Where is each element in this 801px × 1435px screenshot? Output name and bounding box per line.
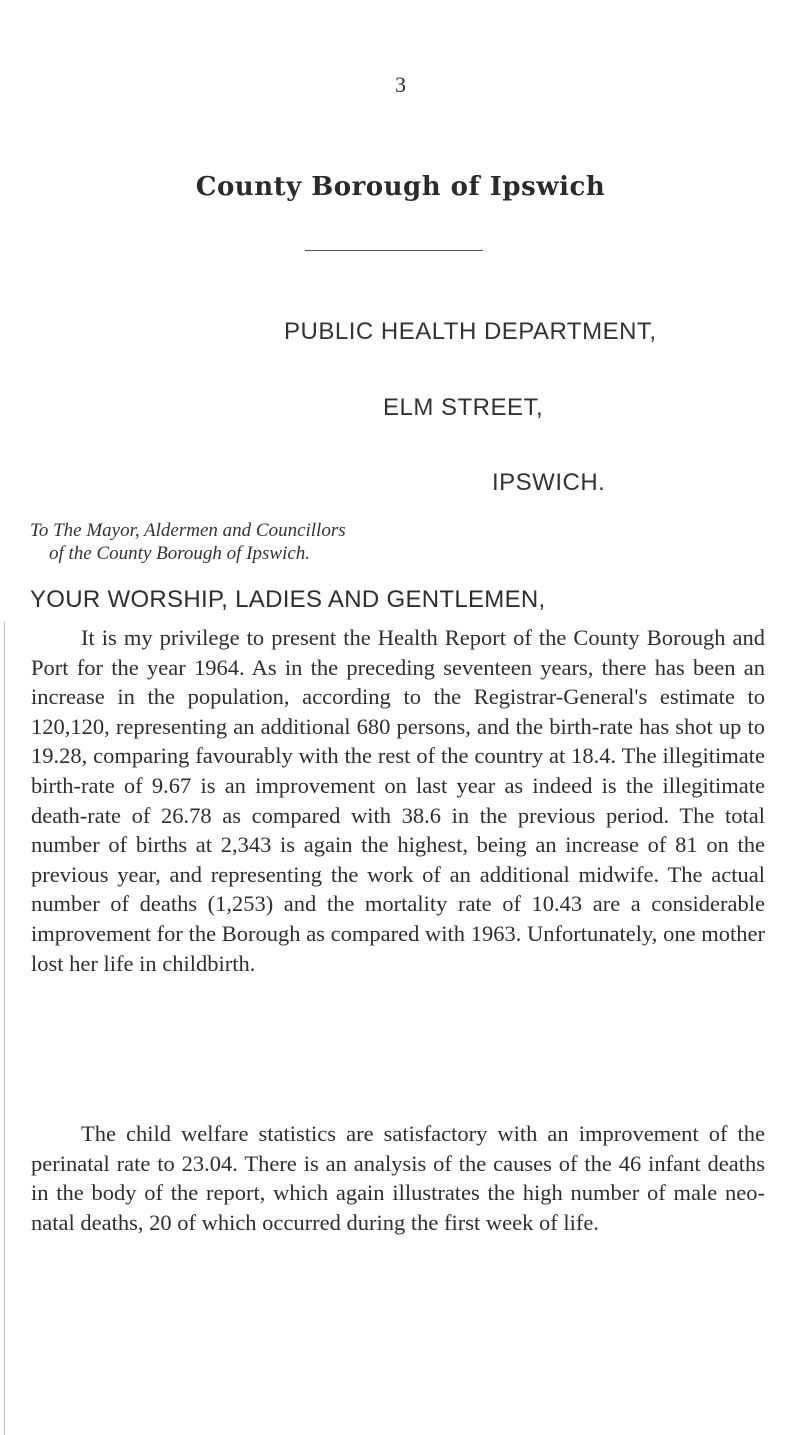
title-divider (305, 250, 483, 251)
body-paragraph-2: The child welfare statistics are satisfactory with an improvement of the perinatal rate to 23.04. There is an analysis of the causes of the 46 infant deaths in the body of the report, which again illustrates the high number of male neo-natal deaths, 20 of which occurred during the first week of life. (31, 1121, 765, 1235)
page-title: County Borough of Ipswich (195, 172, 606, 202)
body-paragraph-1: It is my privilege to present the Health Report of the County Borough and Port for the year 1964. As in the preceding seventeen years, there has been an increase in the population, according to the Registrar-General's estimate to 120,120, representing an additional 680 persons, and the birth-rate has shot up to 19.28, comparing favourably with the rest of the country at 18.4. The illegitimate birth-rate of 9.67 is an improvement on last year as indeed is the illegitimate death-rate of 26.78 as compared with 38.6 in the previous period. The total number of births at 2,343 is again the highest, being an increase of 81 on the previous year, and representing the work of an additional midwife. The actual number of deaths (1,253) and the mortality rate of 10.43 are a considerable improvement for the Borough as compared with 1963. Unfortunately, one mother lost her life in childbirth. (31, 625, 765, 976)
address-line-street: ELM STREET, (383, 394, 544, 421)
address-line-department: PUBLIC HEALTH DEPARTMENT, (284, 318, 657, 345)
address-line-town: IPSWICH. (492, 469, 606, 496)
salutation: YOUR WORSHIP, LADIES AND GENTLEMEN, (30, 586, 546, 613)
addressee-line-1: To The Mayor, Aldermen and Councillors (30, 520, 346, 541)
binding-margin-line (4, 622, 5, 1435)
addressee-line-2: of the County Borough of Ipswich. (49, 543, 311, 564)
page-number: 3 (395, 72, 406, 97)
